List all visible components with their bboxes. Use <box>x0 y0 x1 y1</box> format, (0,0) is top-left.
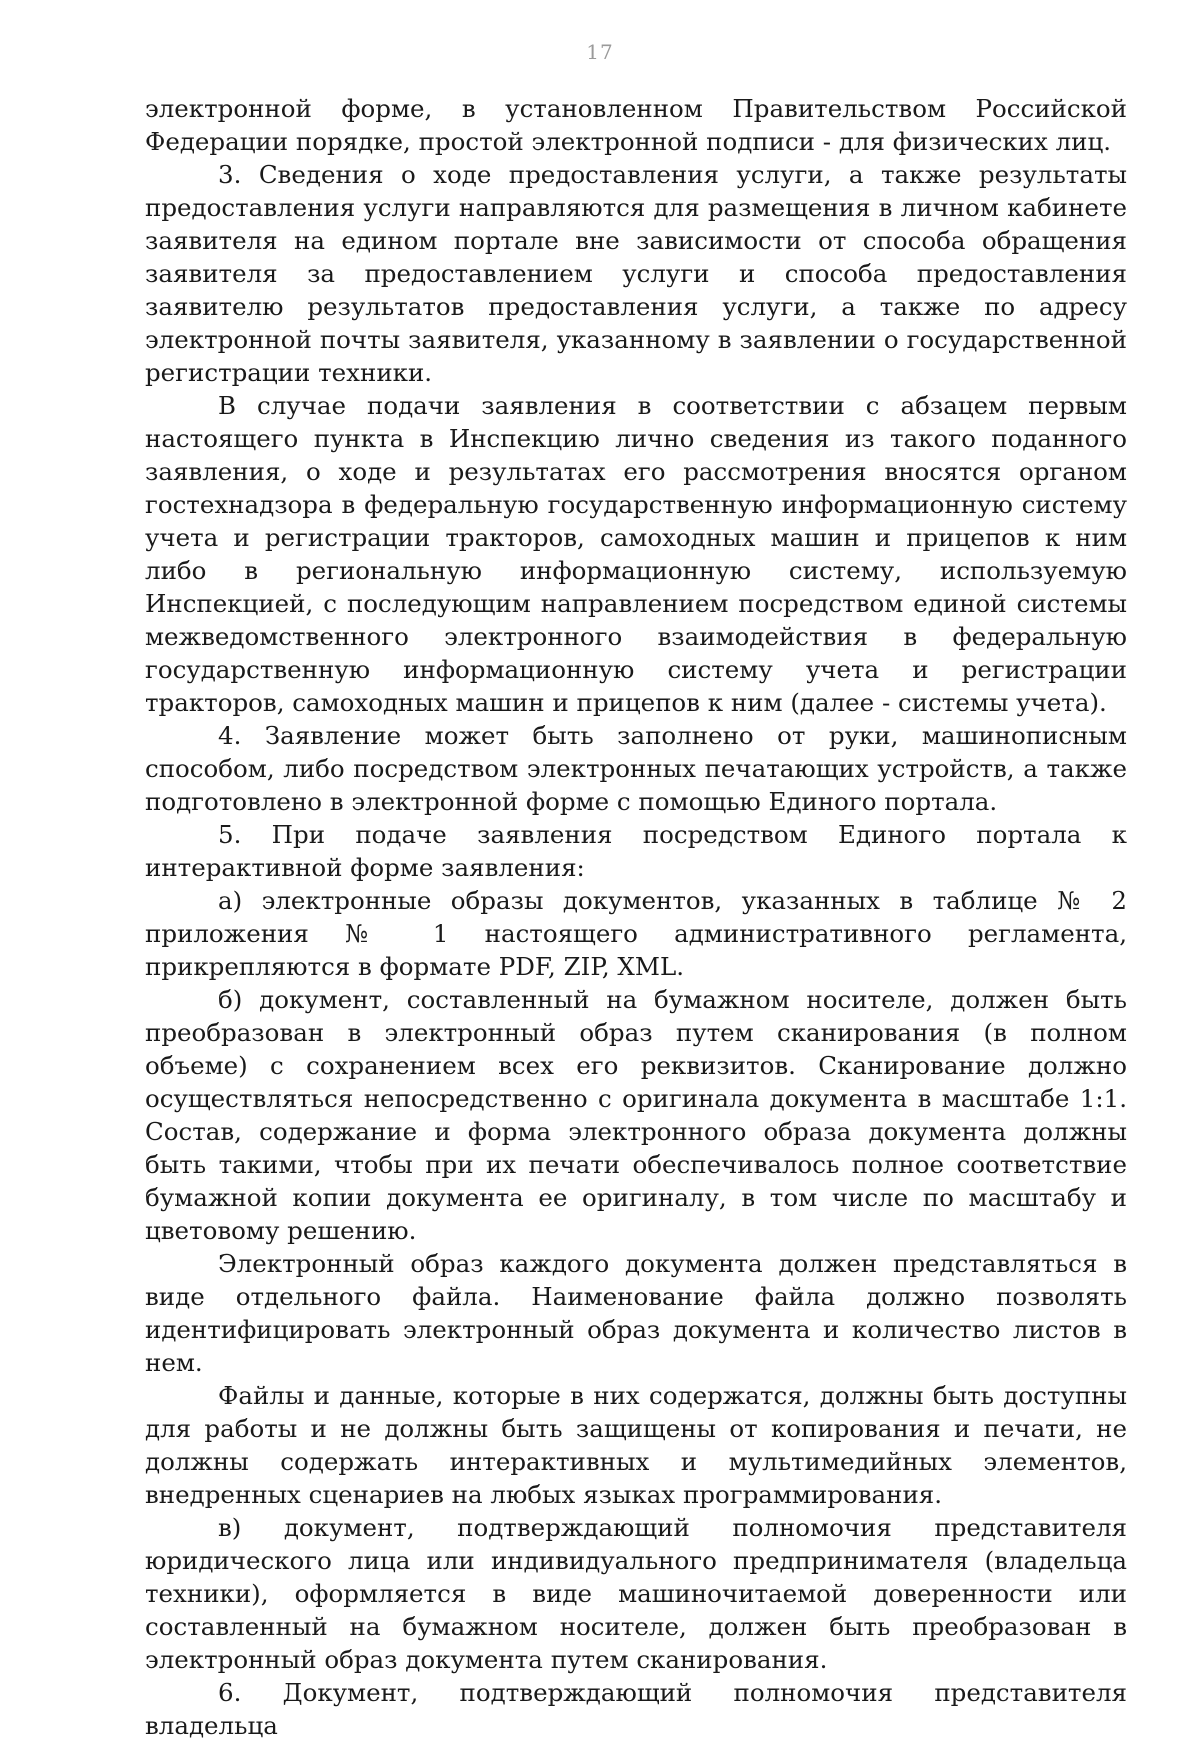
paragraph-electronic-image: Электронный образ каждого документа должен представляться в виде отдельного файла. Наименование файла должно позволять идентифицировать электронный образ документа и количество листов в нем. <box>145 1249 1127 1377</box>
paragraph-subitem-v: в) документ, подтверждающий полномочия представителя юридического лица или индивидуального предпринимателя (владельца техники), оформляется в виде машиночитаемой доверенности или составленный на бумажном носителе, должен быть преобразован в электронный образ документа путем сканирования. <box>145 1513 1127 1674</box>
paragraph-continuation: электронной форме, в установленном Правительством Российской Федерации порядке, простой электронной подписи - для физических лиц. <box>145 94 1127 156</box>
paragraph-subitem-a: а) электронные образы документов, указанных в таблице № 2 приложения № 1 настоящего административного регламента, прикрепляются в формате PDF, ZIP, XML. <box>145 886 1127 981</box>
paragraph-item-4: 4. Заявление может быть заполнено от руки, машинописным способом, либо посредством электронных печатающих устройств, а также подготовлено в электронной форме с помощью Единого портала. <box>145 721 1127 816</box>
page-number: 17 <box>586 40 614 64</box>
paragraph-item-5: 5. При подаче заявления посредством Единого портала к интерактивной форме заявления: <box>145 820 1127 882</box>
paragraph-personal-submission: В случае подачи заявления в соответствии с абзацем первым настоящего пункта в Инспекцию лично сведения из такого поданного заявления, о ходе и результатах его рассмотрения вносятся органом гостехнадзора в федеральную государственную информационную систему учета и регистрации тракторов, самоходных машин и прицепов к ним либо в региональную информационную систему, используемую Инспекцией, с последующим направлением посредством единой системы межведомственного электронного взаимодействия в федеральную государственную информационную систему учета и регистрации тракторов, самоходных машин и прицепов к ним (далее - системы учета). <box>145 391 1127 717</box>
document-body <box>145 92 1127 1742</box>
paragraph-item-6: 6. Документ, подтверждающий полномочия представителя владельца <box>145 1678 1127 1740</box>
paragraph-subitem-b: б) документ, составленный на бумажном носителе, должен быть преобразован в электронный образ путем сканирования (в полном объеме) с сохранением всех его реквизитов. Сканирование должно осуществляться непосредственно с оригинала документа в масштабе 1:1. Состав, содержание и форма электронного образа документа должны быть такими, чтобы при их печати обеспечивалось полное соответствие бумажной копии документа ее оригиналу, в том числе по масштабу и цветовому решению. <box>145 985 1127 1245</box>
paragraph-files-data: Файлы и данные, которые в них содержатся, должны быть доступны для работы и не должны быть защищены от копирования и печати, не должны содержать интерактивных и мультимедийных элементов, внедренных сценариев на любых языках программирования. <box>145 1381 1127 1509</box>
paragraph-item-3: 3. Сведения о ходе предоставления услуги, а также результаты предоставления услуги направляются для размещения в личном кабинете заявителя на едином портале вне зависимости от способа обращения заявителя за предоставлением услуги и способа предоставления заявителю результатов предоставления услуги, а также по адресу электронной почты заявителя, указанному в заявлении о государственной регистрации техники. <box>145 160 1127 387</box>
